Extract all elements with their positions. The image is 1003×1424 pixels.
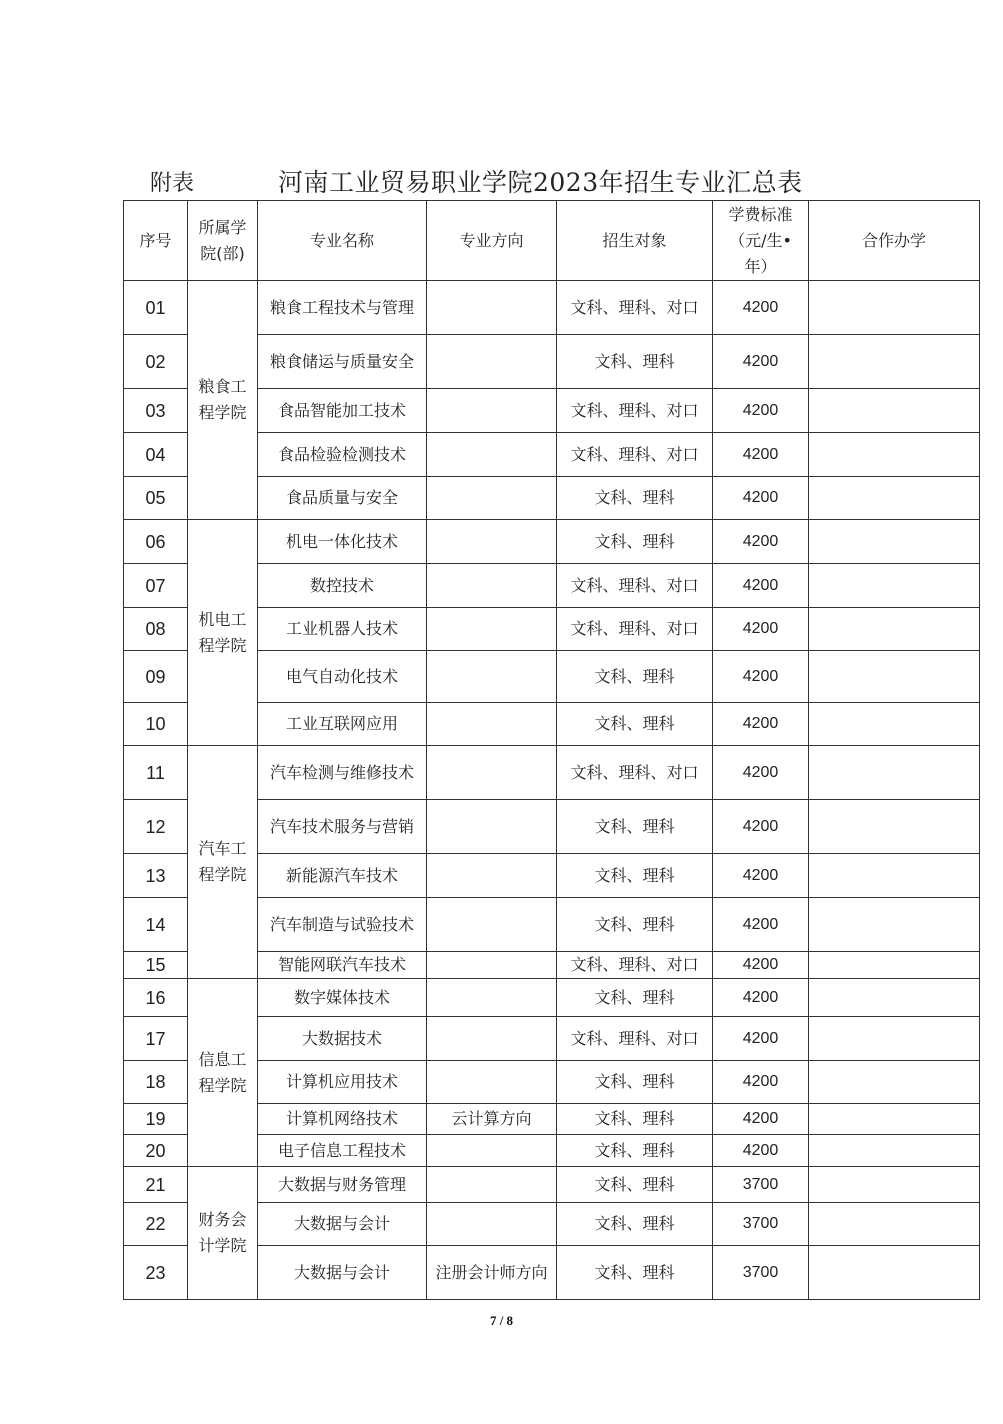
enroll-target: 文科、理科 [557,335,713,389]
table-row [124,520,980,564]
row-number: 17 [124,1017,188,1061]
major-direction [427,1061,557,1104]
enroll-target: 文科、理科、对口 [557,746,713,800]
tuition-fee: 3700 [713,1203,809,1246]
row-number: 15 [124,952,188,979]
enroll-target: 文科、理科 [557,477,713,520]
enroll-target: 文科、理科 [557,1246,713,1300]
header-no: 序号 [124,201,188,281]
major-direction [427,746,557,800]
enroll-target: 文科、理科 [557,703,713,746]
cooperation [809,800,980,854]
header-college: 所属学院(部) [188,201,258,281]
row-number: 16 [124,979,188,1017]
major-direction [427,1203,557,1246]
cooperation [809,854,980,898]
cooperation [809,477,980,520]
major-name: 汽车技术服务与营销 [258,800,427,854]
major-name: 大数据技术 [258,1017,427,1061]
header-direction: 专业方向 [427,201,557,281]
enroll-target: 文科、理科 [557,1061,713,1104]
tuition-fee: 4200 [713,477,809,520]
cooperation [809,1104,980,1135]
majors-table [123,200,980,1300]
major-direction [427,564,557,608]
tuition-fee: 4200 [713,1061,809,1104]
row-number: 02 [124,335,188,389]
enroll-target: 文科、理科 [557,520,713,564]
row-number: 07 [124,564,188,608]
title-prefix: 附表 [150,171,195,196]
row-number: 03 [124,389,188,433]
header-target: 招生对象 [557,201,713,281]
major-name: 食品检验检测技术 [258,433,427,477]
major-name: 数字媒体技术 [258,979,427,1017]
major-name: 机电一体化技术 [258,520,427,564]
tuition-fee: 4200 [713,651,809,703]
table-row [124,1167,980,1203]
cooperation [809,564,980,608]
enroll-target: 文科、理科 [557,1167,713,1203]
table-row [124,979,980,1017]
cooperation [809,389,980,433]
major-direction [427,608,557,651]
cooperation [809,898,980,952]
row-number: 13 [124,854,188,898]
tuition-fee: 4200 [713,389,809,433]
major-name: 新能源汽车技术 [258,854,427,898]
major-direction [427,1017,557,1061]
major-name: 汽车制造与试验技术 [258,898,427,952]
cooperation [809,979,980,1017]
major-name: 计算机网络技术 [258,1104,427,1135]
enroll-target: 文科、理科、对口 [557,952,713,979]
major-name: 计算机应用技术 [258,1061,427,1104]
major-direction [427,433,557,477]
table-row [124,281,980,335]
cooperation [809,1017,980,1061]
cooperation [809,1135,980,1167]
enroll-target: 文科、理科、对口 [557,433,713,477]
tuition-fee: 3700 [713,1167,809,1203]
enroll-target: 文科、理科、对口 [557,1017,713,1061]
row-number: 18 [124,1061,188,1104]
row-number: 14 [124,898,188,952]
college-name: 信息工程学院 [188,979,258,1167]
cooperation [809,1203,980,1246]
major-direction [427,477,557,520]
tuition-fee: 4200 [713,335,809,389]
row-number: 19 [124,1104,188,1135]
row-number: 08 [124,608,188,651]
major-name: 粮食工程技术与管理 [258,281,427,335]
enroll-target: 文科、理科 [557,1104,713,1135]
header-coop: 合作办学 [809,201,980,281]
major-name: 食品质量与安全 [258,477,427,520]
enroll-target: 文科、理科、对口 [557,389,713,433]
cooperation [809,1167,980,1203]
college-name: 财务会计学院 [188,1167,258,1300]
cooperation [809,281,980,335]
major-direction [427,520,557,564]
cooperation [809,703,980,746]
major-direction [427,1167,557,1203]
enroll-target: 文科、理科 [557,800,713,854]
tuition-fee: 4200 [713,952,809,979]
cooperation [809,651,980,703]
major-name: 大数据与会计 [258,1203,427,1246]
document-title [150,163,980,199]
major-direction: 注册会计师方向 [427,1246,557,1300]
major-name: 智能网联汽车技术 [258,952,427,979]
major-direction [427,281,557,335]
major-direction [427,335,557,389]
cooperation [809,335,980,389]
college-name: 汽车工程学院 [188,746,258,979]
enroll-target: 文科、理科 [557,1203,713,1246]
row-number: 05 [124,477,188,520]
major-name: 工业机器人技术 [258,608,427,651]
cooperation [809,746,980,800]
tuition-fee: 4200 [713,433,809,477]
cooperation [809,520,980,564]
tuition-fee: 4200 [713,1135,809,1167]
enroll-target: 文科、理科、对口 [557,564,713,608]
enroll-target: 文科、理科 [557,651,713,703]
enroll-target: 文科、理科 [557,854,713,898]
header-row [124,201,980,281]
enroll-target: 文科、理科、对口 [557,281,713,335]
row-number: 10 [124,703,188,746]
row-number: 01 [124,281,188,335]
tuition-fee: 4200 [713,281,809,335]
tuition-fee: 4200 [713,564,809,608]
row-number: 04 [124,433,188,477]
major-name: 数控技术 [258,564,427,608]
enroll-target: 文科、理科 [557,1135,713,1167]
page-number: 7 / 8 [489,1313,514,1328]
tuition-fee: 4200 [713,608,809,651]
enroll-target: 文科、理科 [557,979,713,1017]
major-direction [427,979,557,1017]
major-direction: 云计算方向 [427,1104,557,1135]
enroll-target: 文科、理科、对口 [557,608,713,651]
cooperation [809,1061,980,1104]
cooperation [809,433,980,477]
title-main: 河南工业贸易职业学院2023年招生专业汇总表 [278,168,803,197]
row-number: 11 [124,746,188,800]
major-name: 大数据与财务管理 [258,1167,427,1203]
college-name: 粮食工程学院 [188,281,258,520]
major-name: 大数据与会计 [258,1246,427,1300]
row-number: 23 [124,1246,188,1300]
tuition-fee: 4200 [713,746,809,800]
major-direction [427,854,557,898]
cooperation [809,608,980,651]
row-number: 20 [124,1135,188,1167]
tuition-fee: 4200 [713,898,809,952]
table-row [124,746,980,800]
tuition-fee: 4200 [713,854,809,898]
row-number: 22 [124,1203,188,1246]
major-name: 粮食储运与质量安全 [258,335,427,389]
cooperation [809,1246,980,1300]
row-number: 12 [124,800,188,854]
major-name: 食品智能加工技术 [258,389,427,433]
tuition-fee: 4200 [713,979,809,1017]
college-name: 机电工程学院 [188,520,258,746]
major-name: 电子信息工程技术 [258,1135,427,1167]
row-number: 21 [124,1167,188,1203]
row-number: 09 [124,651,188,703]
cooperation [809,952,980,979]
tuition-fee: 4200 [713,703,809,746]
major-direction [427,651,557,703]
major-direction [427,898,557,952]
major-direction [427,952,557,979]
header-major: 专业名称 [258,201,427,281]
major-direction [427,800,557,854]
major-name: 工业互联网应用 [258,703,427,746]
tuition-fee: 3700 [713,1246,809,1300]
tuition-fee: 4200 [713,1017,809,1061]
major-direction [427,1135,557,1167]
enroll-target: 文科、理科 [557,898,713,952]
major-name: 电气自动化技术 [258,651,427,703]
row-number: 06 [124,520,188,564]
tuition-fee: 4200 [713,800,809,854]
major-name: 汽车检测与维修技术 [258,746,427,800]
tuition-fee: 4200 [713,520,809,564]
header-fee: 学费标准（元/生•年） [713,201,809,281]
major-direction [427,703,557,746]
tuition-fee: 4200 [713,1104,809,1135]
major-direction [427,389,557,433]
